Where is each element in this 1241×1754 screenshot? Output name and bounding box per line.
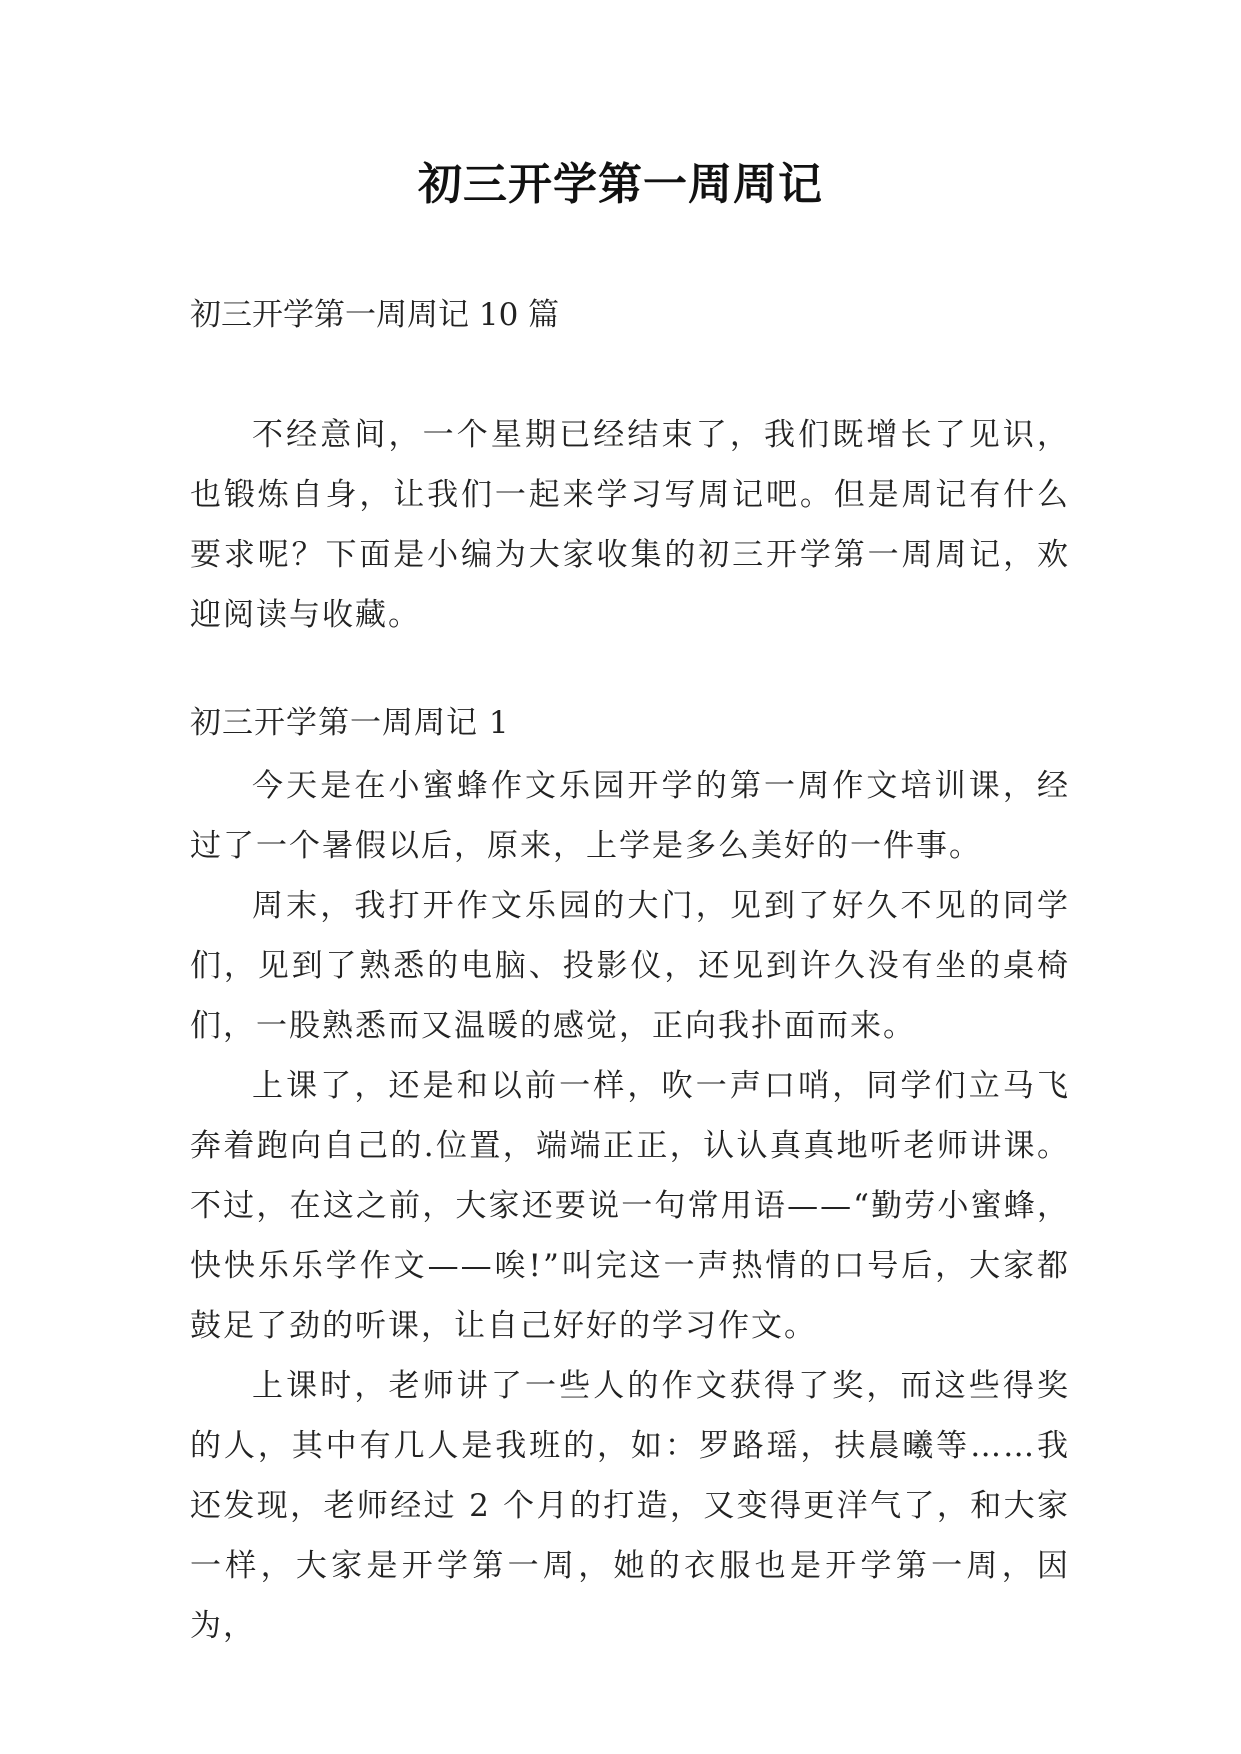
body-paragraph-3: 上课了，还是和以前一样，吹一声口哨，同学们立马飞奔着跑向自己的.位置，端端正正，认认真真地听老师讲课。不过，在这之前，大家还要说一句常用语——“勤劳小蜜蜂，快快乐乐学作文——唉!”叫完这一声热情的口号后，大家都鼓足了劲的听课，让自己好好的学习作文。 bbox=[190, 1068, 1070, 1344]
document-title: 初三开学第一周周记 bbox=[418, 159, 823, 210]
body-paragraph-4: 上课时，老师讲了一些人的作文获得了奖，而这些得奖的人，其中有几人是我班的，如：罗路瑶，扶晨曦等……我还发现，老师经过 2 个月的打造，又变得更洋气了，和大家一样，大家是开学第一周，她的衣服也是开学第一周，因为， bbox=[190, 1368, 1070, 1644]
body-paragraph-2: 周末，我打开作文乐园的大门，见到了好久不见的同学们，见到了熟悉的电脑、投影仪，还见到许久没有坐的桌椅们，一股熟悉而又温暖的感觉，正向我扑面而来。 bbox=[190, 888, 1070, 1044]
body-paragraph-1: 今天是在小蜜蜂作文乐园开学的第一周作文培训课，经过了一个暑假以后，原来，上学是多么美好的一件事。 bbox=[190, 768, 1070, 864]
section-body bbox=[190, 756, 1070, 1656]
intro-section bbox=[190, 405, 1070, 645]
section-heading: 初三开学第一周周记 1 bbox=[190, 705, 510, 741]
intro-paragraph: 不经意间，一个星期已经结束了，我们既增长了见识，也锻炼自身，让我们一起来学习写周记吧。但是周记有什么要求呢？下面是小编为大家收集的初三开学第一周周记，欢迎阅读与收藏。 bbox=[190, 417, 1070, 633]
document-subtitle: 初三开学第一周周记 10 篇 bbox=[190, 297, 560, 333]
